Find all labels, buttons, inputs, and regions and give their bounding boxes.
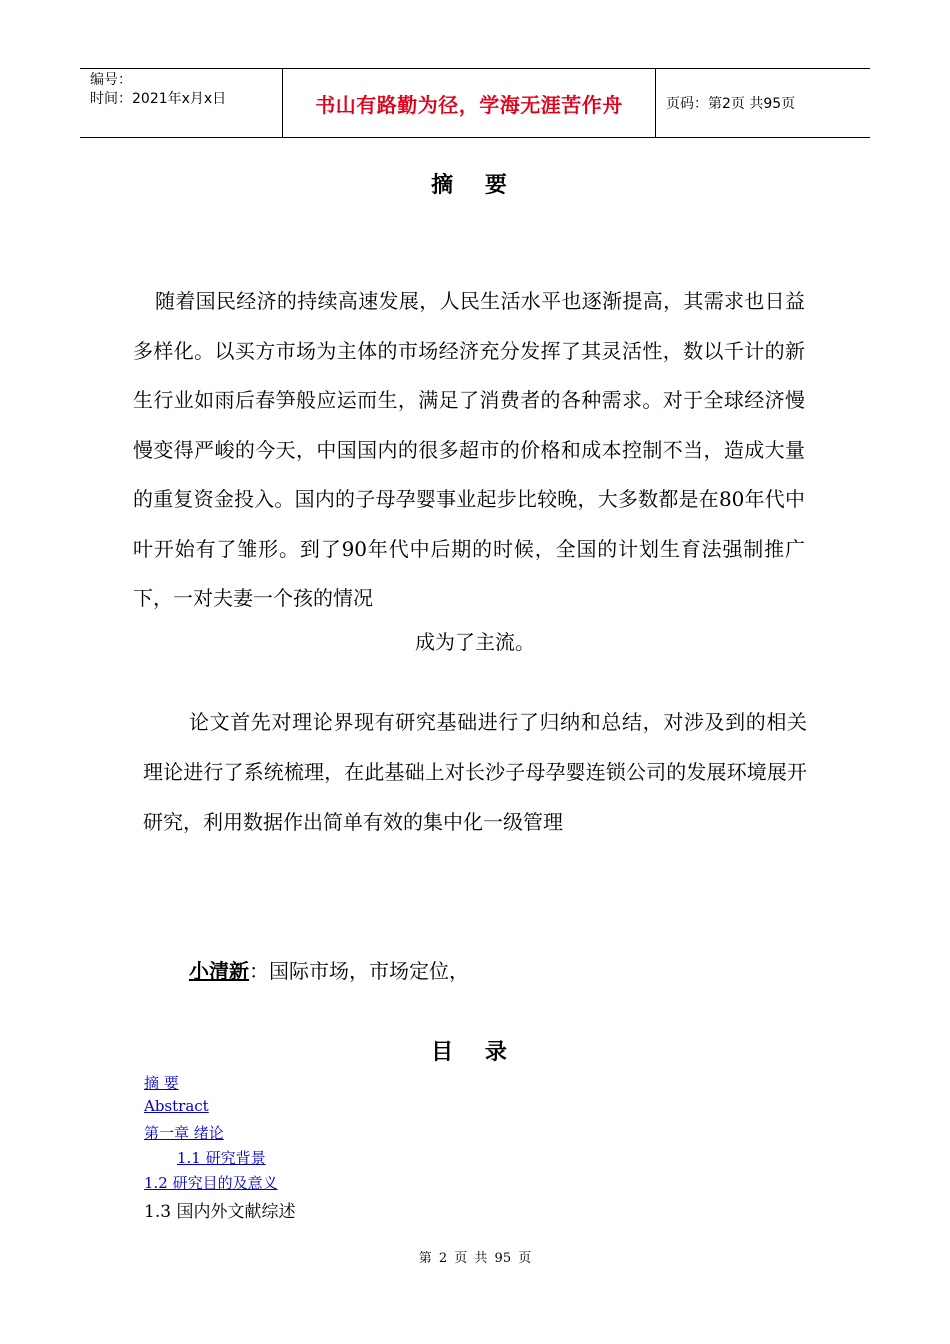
- document-header: [80, 68, 870, 138]
- para1-line: 数以千计的新生行业如雨后春笋般应运而生，满足了消费者的各种需: [133, 338, 805, 412]
- para2-line: 的发展环境展开研究，利用数据作出简单有效的集中化一级管理: [143, 760, 807, 834]
- time-label: 时间：2021年x月x日: [90, 91, 227, 107]
- abstract-paragraph-1: [133, 277, 805, 624]
- keywords-separator: ：: [249, 959, 269, 983]
- keywords: [189, 955, 469, 984]
- header-motto-cell: [282, 69, 656, 137]
- para1-line: 求。对于全球经济慢慢变得严峻的今天，中国国内的很多超市的价格: [133, 388, 805, 462]
- para1-line: 随着国民经济的持续高速发展，人民生活水平也逐渐提高，其需求: [155, 289, 745, 313]
- para1-line: 也日益多样化。以买方市场为主体的市场经济充分发挥了其灵活性，: [133, 289, 806, 363]
- abstract-paragraph-1-last-line: 成为了主流。: [415, 630, 535, 654]
- toc-title: 目 录: [431, 1040, 519, 1065]
- keywords-label: 小清新: [189, 959, 249, 983]
- abstract-paragraph-2: [143, 697, 807, 847]
- toc-link-1-1[interactable]: 1.1 研究背景: [177, 1149, 266, 1167]
- toc-item-1-3: 1.3 国内外文献综述: [144, 1202, 296, 1222]
- header-page-info: 页码：第2页 共95页: [666, 96, 796, 112]
- toc-link-1-2[interactable]: 1.2 研究目的及意义: [144, 1174, 278, 1192]
- para1-line: 和成本控制不当，造成大量的重复资金投入。国内的子母孕婴事业起: [133, 437, 805, 511]
- abstract-title: 摘 要: [431, 173, 519, 198]
- toc-link-chapter-1[interactable]: 第一章 绪论: [144, 1124, 224, 1142]
- para2-line: 的相关理论进行了系统梳理，在此基础上对长沙子母孕婴连锁公司: [143, 710, 808, 784]
- header-meta: [80, 69, 282, 137]
- para1-line: 步比较晚，大多数都是在80年代中叶开始有了雏形。到了90年代中: [133, 487, 806, 561]
- header-motto: 书山有路勤为径，学海无涯苦作舟: [315, 92, 623, 117]
- page-footer: 第 2 页 共 95 页: [418, 1251, 532, 1266]
- number-label: 编号：: [90, 72, 132, 88]
- para1-line: 后期的时候，全国的计划生育法强制推广下，一对夫妻一个孩的情况: [133, 536, 806, 610]
- para2-line: 论文首先对理论界现有研究基础进行了归纳和总结，对涉及到: [189, 710, 746, 734]
- keywords-value: 国际市场，市场定位，: [269, 959, 469, 983]
- toc-link-abstract-en[interactable]: Abstract: [144, 1097, 209, 1115]
- toc-link-abstract-cn[interactable]: 摘 要: [144, 1074, 179, 1092]
